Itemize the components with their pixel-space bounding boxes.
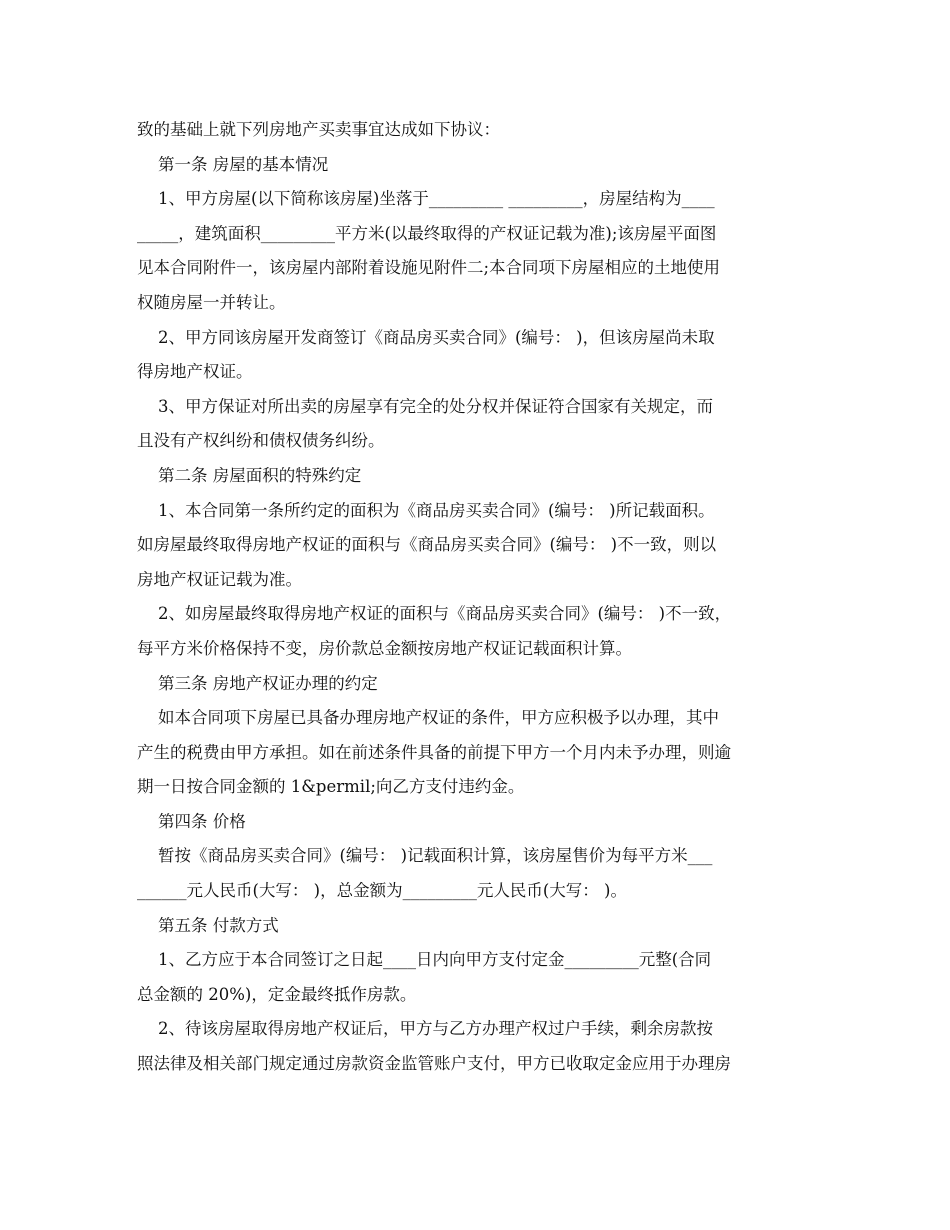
text-line: 总金额的 20%)，定金最终抵作房款。 (137, 984, 417, 1004)
section-heading: 第四条 价格 (137, 811, 246, 831)
text-line: 如本合同项下房屋已具备办理房地产权证的条件，甲方应积极予以办理，其中 (137, 708, 719, 728)
section-heading: 第一条 房屋的基本情况 (137, 154, 329, 174)
text-line: 2、待该房屋取得房地产权证后，甲方与乙方办理产权过户手续，剩余房款按 (137, 1019, 713, 1039)
text-line: 得房地产权证。 (137, 362, 253, 382)
text-line: 2、如房屋最终取得房地产权证的面积与《商品房买卖合同》(编号： )不一致， (137, 604, 732, 624)
text-line: 权随房屋一并转让。 (137, 292, 286, 312)
text-line: 1、本合同第一条所约定的面积为《商品房买卖合同》(编号： )所记载面积。 (137, 500, 715, 520)
text-line: 每平方米价格保持不变，房价款总金额按房地产权证记载面积计算。 (137, 638, 632, 658)
document-body (137, 113, 813, 1082)
text-line: _____，建筑面积_________平方米(以最终取得的产权证记载为准);该房屋平面图 (137, 223, 717, 243)
text-line: 房地产权证记载为准。 (137, 569, 302, 589)
text-line: 暂按《商品房买卖合同》(编号： )记载面积计算，该房屋售价为每平方米___ (137, 846, 713, 866)
text-line: 1、甲方房屋(以下简称该房屋)坐落于_________ _________，房屋结构为____ (137, 189, 715, 209)
text-line: ______元人民币(大写： )，总金额为_________元人民币(大写： )。 (137, 881, 627, 901)
text-line: 产生的税费由甲方承担。如在前述条件具备的前提下甲方一个月内未予办理，则逾 (137, 742, 731, 762)
text-line: 照法律及相关部门规定通过房款资金监管账户支付，甲方已收取定金应用于办理房 (137, 1054, 731, 1074)
section-heading: 第五条 付款方式 (137, 915, 279, 935)
text-line: 见本合同附件一，该房屋内部附着设施见附件二;本合同项下房屋相应的土地使用 (137, 258, 721, 278)
text-line: 3、甲方保证对所出卖的房屋享有完全的处分权并保证符合国家有关规定，而 (137, 396, 713, 416)
text-line: 且没有产权纠纷和债权债务纠纷。 (137, 431, 385, 451)
text-line: 致的基础上就下列房地产买卖事宜达成如下协议： (137, 120, 500, 139)
text-line: 2、甲方同该房屋开发商签订《商品房买卖合同》(编号： )，但该房屋尚未取 (137, 327, 715, 347)
text-line: 期一日按合同金额的 1&permil;向乙方支付违约金。 (137, 777, 525, 797)
section-heading: 第二条 房屋面积的特殊约定 (137, 465, 362, 485)
text-line: 如房屋最终取得房地产权证的面积与《商品房买卖合同》(编号： )不一致，则以 (137, 535, 717, 555)
text-line: 1、乙方应于本合同签订之日起____日内向甲方支付定金_________元整(合同 (137, 950, 712, 970)
section-heading: 第三条 房地产权证办理的约定 (137, 673, 378, 693)
